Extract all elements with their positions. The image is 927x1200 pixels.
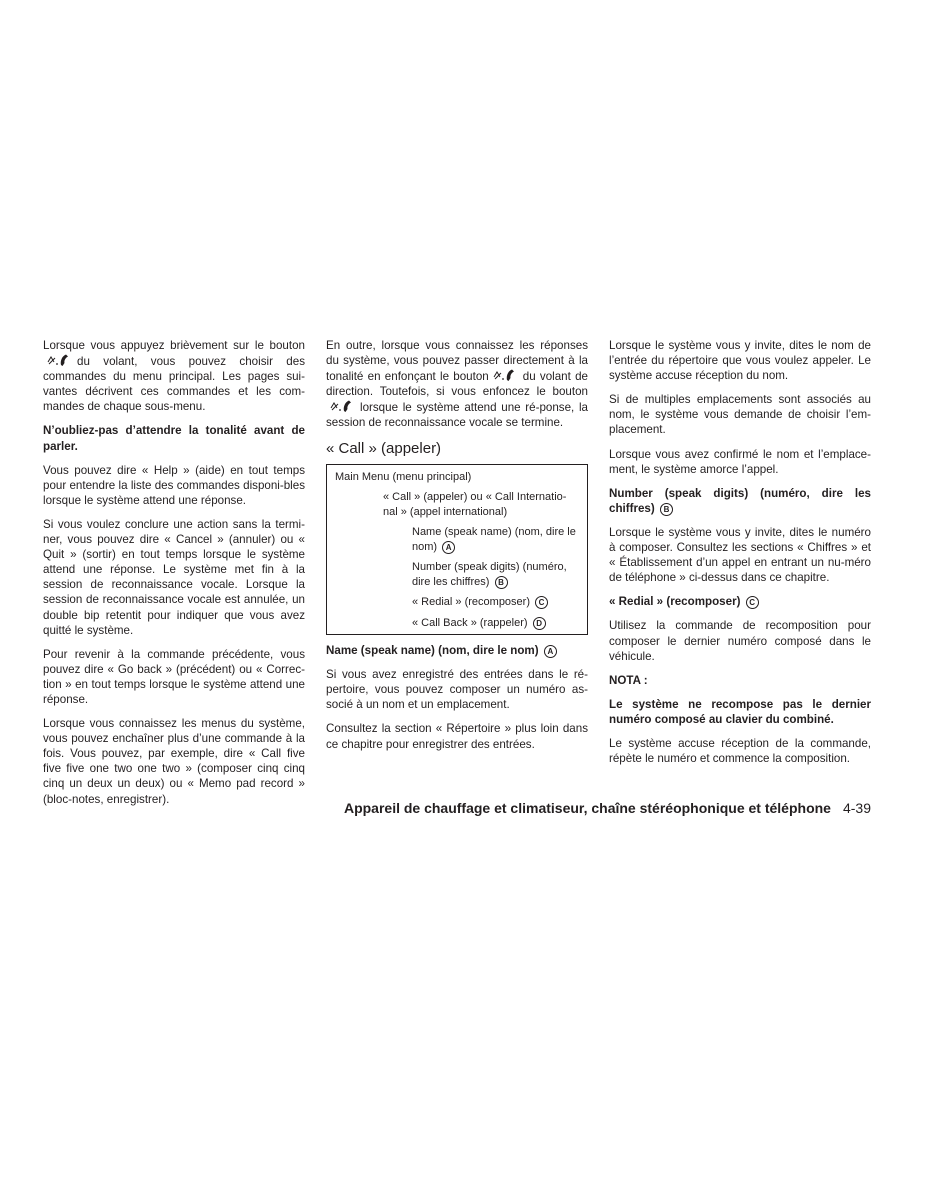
paragraph (326, 338, 588, 431)
menu-tree-box (326, 464, 588, 636)
paragraph: Pour revenir à la commande précédente, vous pouvez dire « Go back » (précédent) ou « Correc-tion » en tout temps lorsque le système attend une réponse. (43, 647, 305, 706)
text: lorsque le système attend une ré-ponse, la session de reconnaissance vocale se termine. (326, 401, 588, 430)
column-2 (326, 338, 588, 761)
voice-phone-icon (492, 368, 520, 382)
heading (609, 594, 871, 609)
column-3 (609, 338, 871, 775)
voice-phone-icon (329, 399, 357, 413)
marker-c: C (746, 596, 759, 609)
column-1 (43, 338, 305, 816)
marker-c: C (535, 596, 548, 609)
menu-level-2: « Call » (appeler) ou « Call Internatio-nal » (appel international) (383, 491, 567, 518)
paragraph: Si de multiples emplacements sont associés au nom, le système vous demande de choisir l’em-placement. (609, 393, 871, 437)
marker-d: D (533, 617, 546, 630)
paragraph: Lorsque vous connaissez les menus du système, vous pouvez enchaîner plus d’une commande à la fois. Vous pouvez, par exemple, dire « Call five five five one two one two » (composer cinq cinq cinq un deux un deux) ou « Memo pad record » (bloc-notes, enregistrer). (43, 717, 305, 806)
paragraph: Si vous voulez conclure une action sans la termi-ner, vous pouvez dire « Cancel » (annuler) ou « Quit » (sortir) en tout temps lorsque le système attend une réponse. Le système met fin à la session de reconnaissance vocale. Lorsque la session de reconnaissance vocale est annulée, un double bip retentit pour indiquer que vous avez quitté le système. (43, 517, 305, 637)
paragraph: Utilisez la commande de recomposition pour composer le dernier numéro composé dans le véhicule. (609, 619, 871, 663)
nota-label: NOTA : (609, 673, 648, 687)
page-number: 4-39 (842, 800, 871, 816)
marker-a: A (544, 645, 557, 658)
nota-text: Le système ne recompose pas le dernier numéro composé au clavier du combiné. (609, 697, 871, 726)
page-footer (0, 800, 871, 816)
paragraph: Lorsque le système vous y invite, dites le nom de l’entrée du répertoire que vous voulez appeler. Le système accuse réception du nom. (609, 339, 871, 383)
text: « Redial » (recomposer) (609, 595, 741, 609)
marker-a: A (442, 541, 455, 554)
text: « Call Back » (rappeler) (412, 616, 528, 629)
menu-level-1: Main Menu (menu principal) (335, 470, 472, 483)
text: Number (speak digits) (numéro, dire les chiffres) (412, 561, 567, 588)
marker-b: B (660, 503, 673, 516)
paragraph: Consultez la section « Répertoire » plus loin dans ce chapitre pour enregistrer des entrées. (326, 722, 588, 751)
heading (326, 643, 588, 658)
voice-phone-icon (46, 353, 74, 367)
text: Lorsque vous appuyez brièvement sur le bouton (43, 339, 305, 352)
text: Number (speak digits) (numéro, dire les chiffres) (609, 486, 871, 515)
text: du volant, vous pouvez choisir des commandes du menu principal. Les pages sui-vantes décrivent ces commandes et les com-mandes de chaque sous-menu. (43, 355, 305, 414)
menu-level-3 (412, 616, 579, 631)
menu-level-3 (412, 560, 579, 589)
paragraph: Si vous avez enregistré des entrées dans le ré-pertoire, vous pouvez composer un numéro as-socié à un nom et un emplacement. (326, 668, 588, 712)
paragraph (43, 338, 305, 414)
text: En outre, lorsque vous connaissez les réponses du système, vous pouvez passer directement à la tonalité en enfonçant le bouton (326, 339, 588, 384)
paragraph: Le système accuse réception de la commande, répète le numéro et commence la composition. (609, 736, 871, 766)
menu-level-3 (412, 595, 579, 610)
paragraph: Lorsque vous avez confirmé le nom et l’emplace-ment, le système amorce l’appel. (609, 447, 871, 476)
menu-level-3 (412, 525, 579, 554)
chapter-title: Appareil de chauffage et climatiseur, chaîne stéréophonique et téléphone (343, 800, 831, 816)
marker-b: B (495, 576, 508, 589)
text: « Redial » (recomposer) (412, 596, 530, 609)
paragraph: Vous pouvez dire « Help » (aide) en tout temps pour entendre la liste des commandes disponi-bles lorsque le système attend une réponse. (43, 463, 305, 507)
text: Name (speak name) (nom, dire le nom) (412, 526, 576, 553)
paragraph: Lorsque le système vous y invite, dites le numéro à composer. Consultez les sections « Chiffres » et « Établissement d’un appel en entrant un nu-méro de téléphone » ci-dessus dans ce chapitre. (609, 525, 871, 585)
text: du volant de direction. Toutefois, si vous enfoncez le bouton (326, 370, 589, 399)
section-title: « Call » (appeler) (326, 439, 442, 457)
text: Name (speak name) (nom, dire le nom) (326, 644, 539, 658)
heading (609, 486, 871, 516)
heading: N’oubliez-pas d’attendre la tonalité avant de parler. (43, 424, 305, 453)
